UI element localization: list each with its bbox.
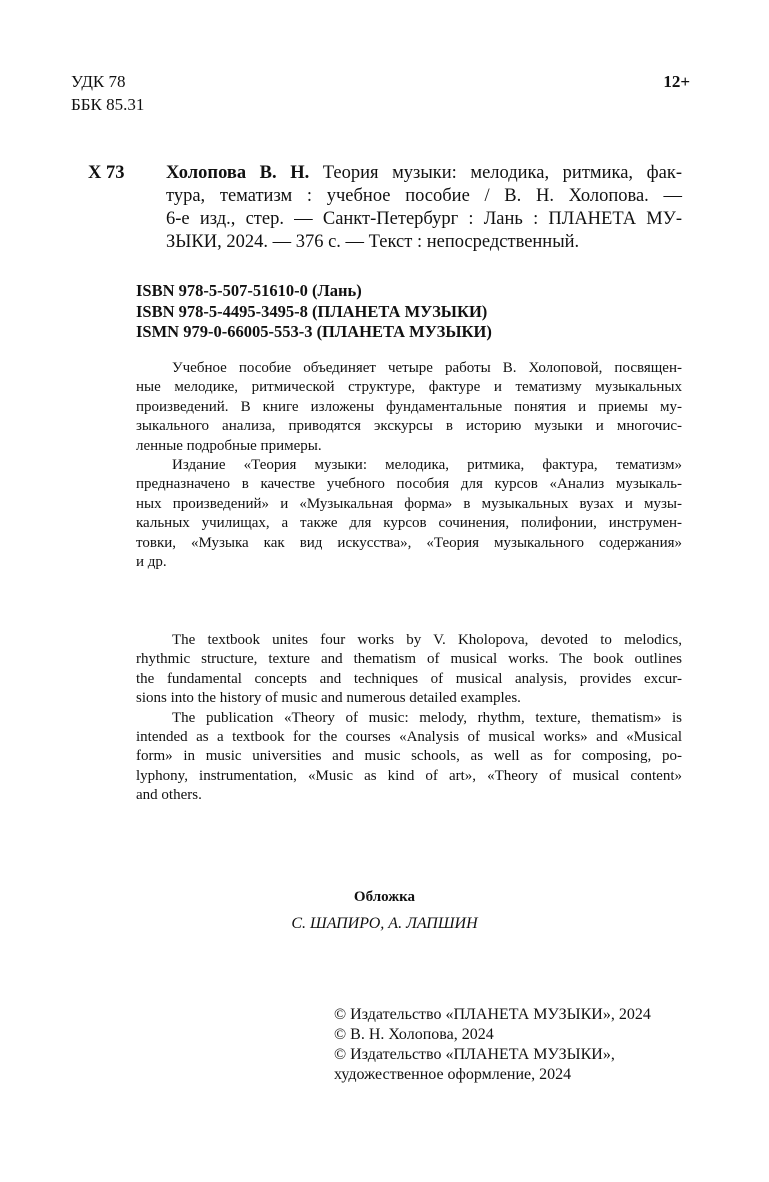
abstract-line: form» in music universities and music schools, as well as for composing, po-	[136, 748, 682, 765]
abstract-line: The textbook unites four works by V. Kholopova, devoted to melodics,	[172, 632, 682, 648]
abstract-russian	[136, 359, 682, 572]
abstract-line: The publication «Theory of music: melody, rhythm, texture, thematism» is	[172, 709, 682, 726]
classification-block	[71, 70, 144, 116]
abstract-line: and others.	[136, 787, 202, 804]
isbn-lan: ISBN 978-5-507-51610-0 (Лань)	[136, 281, 362, 300]
abstract-line: предназначено в качестве учебного пособия для курсов «Анализ музыкаль-	[136, 476, 682, 493]
copyright-block	[334, 1005, 651, 1085]
copyright-line: © Издательство «ПЛАНЕТА МУЗЫКИ», 2024	[334, 1006, 651, 1023]
biblio-line: 6-е изд., стер. — Санкт-Петербург : Лань : ПЛАНЕТА МУ-	[166, 209, 682, 229]
author-cipher: Х 73	[88, 163, 125, 183]
abstract-line: Учебное пособие объединяет четыре работы В. Холоповой, посвящен-	[172, 360, 682, 376]
abstract-line: the fundamental concepts and techniques of musical analysis, provides excur-	[136, 670, 682, 687]
biblio-line: ЗЫКИ, 2024. — 376 с. — Текст : непосредственный.	[166, 232, 580, 252]
cover-credit-names: С. ШАПИРО, А. ЛАПШИН	[291, 915, 478, 932]
abstract-line: ных произведений» и «Музыкальная форма» в музыкальных вузах и музы-	[136, 495, 682, 512]
abstract-line: кальных училищах, а также для курсов сочинения, полифонии, инструмен-	[136, 515, 682, 532]
abstract-line: товки, «Музыка как вид искусства», «Теория музыкального содержания»	[136, 534, 682, 551]
author-name: Холопова В. Н.	[166, 163, 310, 183]
ismn-planeta: ISMN 979-0-66005-553-3 (ПЛАНЕТА МУЗЫКИ)	[136, 322, 492, 341]
bbk-code: ББК 85.31	[71, 95, 145, 114]
abstract-line: rhythmic structure, texture and thematism of musical works. The book outlines	[136, 651, 682, 668]
abstract-line: произведений. В книге изложены фундаментальные понятия и приемы му-	[136, 398, 682, 415]
abstract-line: lyphony, instrumentation, «Music as kind of art», «Theory of musical content»	[136, 767, 682, 784]
age-rating: 12+	[663, 72, 690, 91]
copyright-line: художественное оформление, 2024	[334, 1066, 572, 1083]
abstract-line: ленные подробные примеры.	[136, 437, 322, 454]
abstract-line: зыкального анализа, приводятся экскурсы в историю музыки и многочис-	[136, 418, 682, 435]
isbn-block	[136, 281, 492, 343]
copyright-line: © В. Н. Холопова, 2024	[334, 1026, 494, 1043]
abstract-line: и др.	[136, 554, 167, 571]
bibliographic-record	[166, 162, 682, 254]
abstract-english	[136, 631, 682, 806]
udk-code: УДК 78	[71, 72, 126, 91]
copyright-line: © Издательство «ПЛАНЕТА МУЗЫКИ»,	[334, 1046, 615, 1063]
biblio-line: Холопова В. Н. Теория музыки: мелодика, ритмика, фак-	[166, 163, 682, 183]
abstract-line: intended as a textbook for the courses «Analysis of musical works» and «Musical	[136, 729, 682, 746]
cover-credit-title: Обложка	[353, 889, 416, 905]
abstract-line: ные мелодике, ритмической структуре, фактуре и тематизму музыкальных	[136, 379, 682, 396]
abstract-line: sions into the history of music and numerous detailed examples.	[136, 690, 521, 707]
biblio-line: тура, тематизм : учебное пособие / В. Н. Холопова. —	[166, 186, 682, 206]
abstract-line: Издание «Теория музыки: мелодика, ритмика, фактура, тематизм»	[172, 457, 682, 474]
isbn-planeta: ISBN 978-5-4495-3495-8 (ПЛАНЕТА МУЗЫКИ)	[136, 301, 488, 321]
